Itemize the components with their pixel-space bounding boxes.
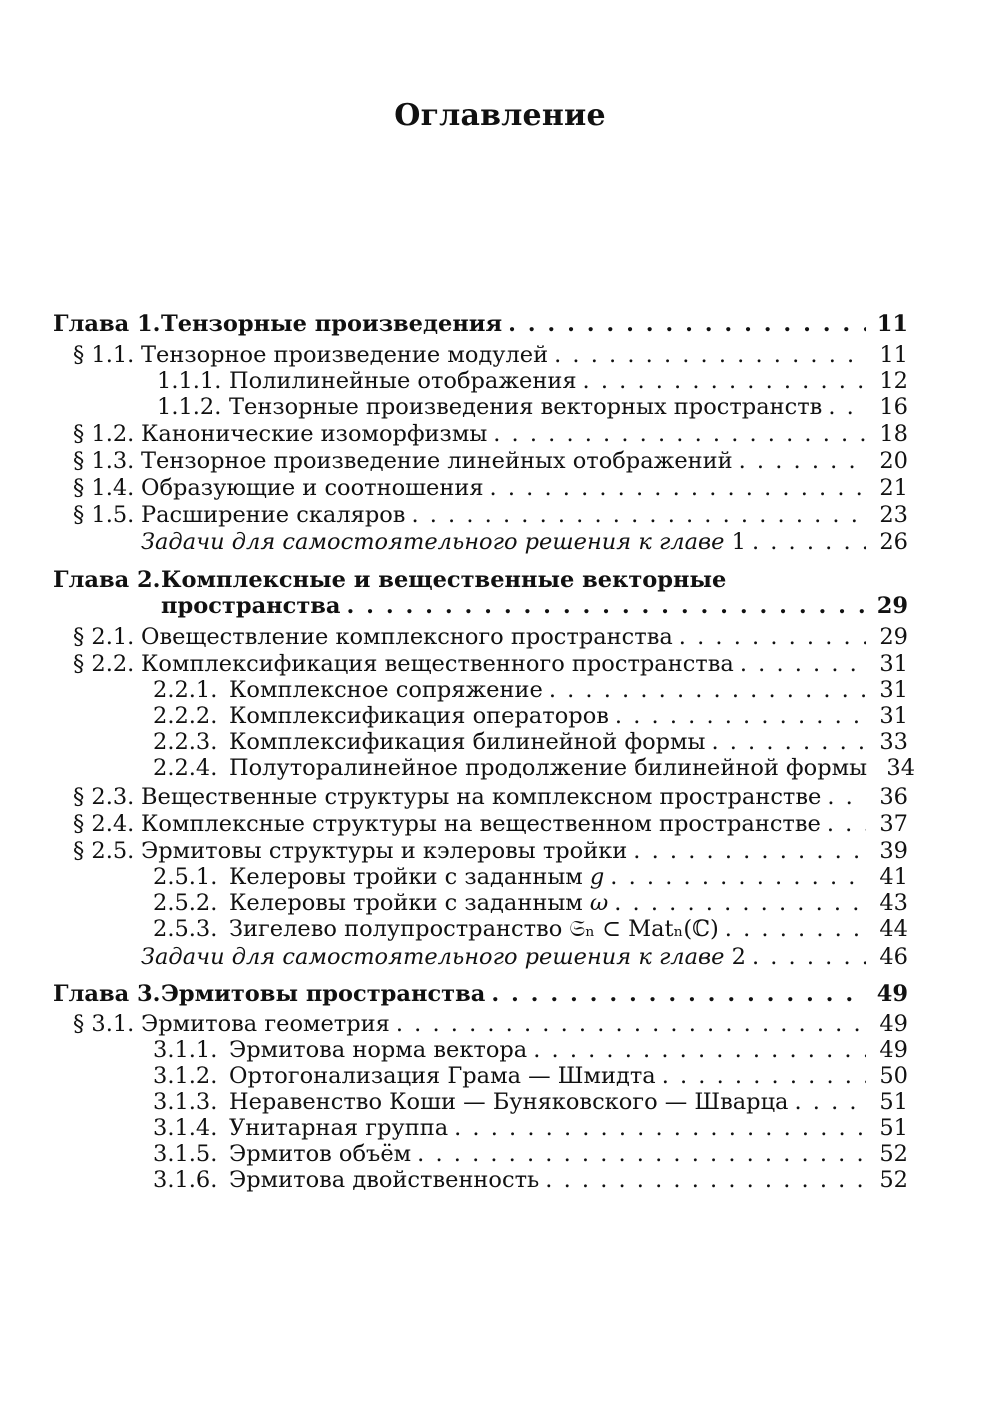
toc-entry[interactable] [53, 811, 908, 837]
subsection-title: Эрмитов объём [229, 1141, 412, 1167]
leader-dots [662, 1063, 866, 1089]
page-number: 34 [886, 755, 916, 781]
section-title: Тензорное произведение линейных отображений [141, 448, 733, 474]
math-symbol: g [589, 864, 605, 890]
leader-dots [752, 944, 866, 970]
page-number: 43 [879, 890, 908, 916]
leader-dots [554, 342, 866, 368]
subsection-title: Келеровы тройки с заданным g [229, 864, 605, 890]
page-number: 18 [879, 421, 908, 447]
toc-chapter-1[interactable] [53, 311, 908, 337]
section-title: Тензорное произведение модулей [141, 342, 549, 368]
toc-chapter-2[interactable] [53, 567, 908, 593]
subsection-number: 2.5.2. [153, 890, 218, 916]
page-number: 50 [879, 1063, 908, 1089]
toc-entry[interactable] [53, 1037, 908, 1063]
toc-entry[interactable] [53, 838, 908, 864]
math-symbol: ω [589, 890, 609, 916]
toc-entry[interactable] [53, 1089, 908, 1115]
toc-entry[interactable] [53, 703, 908, 729]
page-number: 52 [879, 1141, 908, 1167]
toc-entry[interactable] [53, 864, 908, 890]
page-number: 29 [876, 593, 908, 619]
leader-dots [828, 394, 866, 420]
subsection-number: 2.5.3. [153, 916, 218, 942]
subsection-title: Полилинейные отображения [229, 368, 577, 394]
page-number: 37 [879, 811, 908, 837]
page-number: 23 [879, 502, 908, 528]
subsection-title: Тензорные произведения векторных пространств [229, 394, 823, 420]
page-number: 51 [879, 1115, 908, 1141]
page-number: 33 [879, 729, 908, 755]
subsection-title: Унитарная группа [229, 1115, 449, 1141]
toc-entry[interactable] [53, 651, 908, 677]
chapter-number: Глава 3. [53, 981, 161, 1007]
toc-entry[interactable] [53, 624, 908, 650]
chapter-title-line1: Комплексные и вещественные векторные [161, 567, 727, 593]
chapter-number: Глава 2. [53, 567, 161, 593]
subsection-title: Зигелево полупространство 𝔖ₙ ⊂ Matₙ(ℂ) [229, 916, 719, 942]
section-number: § 3.1. [73, 1011, 135, 1037]
leader-dots [411, 502, 866, 528]
page-number: 21 [879, 475, 908, 501]
toc-entry[interactable] [53, 1141, 908, 1167]
page-number: 16 [879, 394, 908, 420]
leader-dots [491, 981, 866, 1007]
subsection-title: Комплексификация операторов [229, 703, 609, 729]
leader-dots [610, 864, 866, 890]
subsection-number: 3.1.1. [153, 1037, 218, 1063]
page-number: 46 [879, 944, 908, 970]
chapter-title: Эрмитовы пространства [161, 981, 486, 1007]
section-title: Образующие и соотношения [141, 475, 484, 501]
toc-entry[interactable] [53, 677, 908, 703]
subsection-number: 1.1.1. [157, 368, 222, 394]
subsection-title: Эрмитова двойственность [229, 1167, 540, 1193]
toc-entry[interactable] [53, 342, 908, 368]
toc-entry[interactable] [53, 394, 908, 420]
subsection-number: 3.1.3. [153, 1089, 218, 1115]
page-number: 49 [879, 1011, 908, 1037]
leader-dots [615, 703, 866, 729]
toc-chapter-2-cont[interactable] [53, 593, 908, 619]
toc-entry[interactable] [53, 890, 908, 916]
leader-dots [827, 811, 866, 837]
subsection-title: Комплексное сопряжение [229, 677, 543, 703]
leader-dots [711, 729, 866, 755]
toc-entry[interactable] [53, 729, 908, 755]
toc-entry-exercises[interactable] [53, 529, 908, 555]
section-number: § 1.4. [73, 475, 135, 501]
subsection-title: Комплексификация билинейной формы [229, 729, 706, 755]
page-number: 52 [879, 1167, 908, 1193]
page-number: 49 [879, 1037, 908, 1063]
subsection-number: 2.2.3. [153, 729, 218, 755]
subsection-number: 2.2.2. [153, 703, 218, 729]
subsection-title: Полуторалинейное продолжение билинейной формы [229, 755, 868, 781]
toc-entry[interactable] [53, 755, 916, 781]
toc-entry-exercises[interactable] [53, 944, 908, 970]
chapter-number: Глава 1. [53, 311, 161, 337]
section-title: Эрмитова геометрия [141, 1011, 390, 1037]
page-number: 41 [879, 864, 908, 890]
leader-dots [454, 1115, 866, 1141]
subsection-number: 1.1.2. [157, 394, 222, 420]
page-number: 26 [879, 529, 908, 555]
leader-dots [583, 368, 866, 394]
page-number: 36 [879, 784, 908, 810]
section-title: Расширение скаляров [141, 502, 406, 528]
subsection-number: 3.1.5. [153, 1141, 218, 1167]
section-title: Эрмитовы структуры и кэлеровы тройки [141, 838, 628, 864]
chapter-title-line2: пространства [161, 593, 341, 619]
section-number: § 2.3. [73, 784, 135, 810]
math-formula: 𝔖ₙ ⊂ Matₙ(ℂ) [569, 916, 719, 942]
subsection-number: 3.1.2. [153, 1063, 218, 1089]
toc-entry[interactable] [53, 784, 908, 810]
toc-entry[interactable] [53, 1011, 908, 1037]
toc-entry[interactable] [53, 1063, 908, 1089]
section-number: § 1.5. [73, 502, 135, 528]
section-number: § 1.1. [73, 342, 135, 368]
leader-dots [490, 475, 866, 501]
toc-entry[interactable] [53, 1167, 908, 1193]
table-of-contents [53, 311, 916, 1193]
page-number: 29 [879, 624, 908, 650]
chapter-title: Тензорные произведения [161, 311, 503, 337]
page-number: 44 [879, 916, 908, 942]
toc-entry[interactable] [53, 1115, 908, 1141]
page-number: 49 [876, 981, 908, 1007]
leader-dots [549, 677, 866, 703]
leader-dots [633, 838, 866, 864]
page-number: 31 [879, 703, 908, 729]
leader-dots [417, 1141, 866, 1167]
toc-entry[interactable] [53, 475, 908, 501]
subsection-number: 3.1.6. [153, 1167, 218, 1193]
leader-dots [679, 624, 866, 650]
section-number: § 2.1. [73, 624, 135, 650]
section-number: § 1.3. [73, 448, 135, 474]
leader-dots [396, 1011, 866, 1037]
section-number: § 1.2. [73, 421, 135, 447]
subsection-number: 2.5.1. [153, 864, 218, 890]
subsection-title: Келеровы тройки с заданным ω [229, 890, 609, 916]
page-number: 39 [879, 838, 908, 864]
section-title: Овеществление комплексного пространства [141, 624, 673, 650]
toc-entry[interactable] [53, 916, 908, 942]
exercises-title: Задачи для самостоятельного решения к главе 1 [141, 529, 746, 555]
page-title: Оглавление [394, 98, 606, 133]
leader-dots [725, 916, 866, 942]
section-number: § 2.5. [73, 838, 135, 864]
exercises-title: Задачи для самостоятельного решения к главе 2 [141, 944, 746, 970]
page-number: 20 [879, 448, 908, 474]
page-number: 11 [876, 311, 908, 337]
subsection-title: Ортогонализация Грама — Шмидта [229, 1063, 656, 1089]
subsection-title: Эрмитова норма вектора [229, 1037, 528, 1063]
leader-dots [740, 651, 866, 677]
toc-entry[interactable] [53, 502, 908, 528]
leader-dots [346, 593, 866, 619]
toc-entry[interactable] [53, 448, 908, 474]
leader-dots [827, 784, 866, 810]
subsection-number: 2.2.4. [153, 755, 218, 781]
toc-chapter-3[interactable] [53, 981, 908, 1007]
section-title: Вещественные структуры на комплексном пространстве [141, 784, 822, 810]
leader-dots [614, 890, 866, 916]
toc-entry[interactable] [53, 368, 908, 394]
leader-dots [533, 1037, 866, 1063]
leader-dots [794, 1089, 866, 1115]
leader-dots [545, 1167, 866, 1193]
section-title: Комплексные структуры на вещественном пространстве [141, 811, 821, 837]
page-number: 31 [879, 651, 908, 677]
leader-dots [739, 448, 866, 474]
section-number: § 2.2. [73, 651, 135, 677]
section-title: Комплексификация вещественного пространства [141, 651, 734, 677]
leader-dots [508, 311, 866, 337]
leader-dots [493, 421, 866, 447]
page-number: 51 [879, 1089, 908, 1115]
subsection-number: 2.2.1. [153, 677, 218, 703]
page-number: 31 [879, 677, 908, 703]
section-number: § 2.4. [73, 811, 135, 837]
toc-entry[interactable] [53, 421, 908, 447]
page-number: 12 [879, 368, 908, 394]
subsection-title: Неравенство Коши — Буняковского — Шварца [229, 1089, 789, 1115]
subsection-number: 3.1.4. [153, 1115, 218, 1141]
page-number: 11 [879, 342, 908, 368]
section-title: Канонические изоморфизмы [141, 421, 488, 447]
leader-dots [752, 529, 866, 555]
